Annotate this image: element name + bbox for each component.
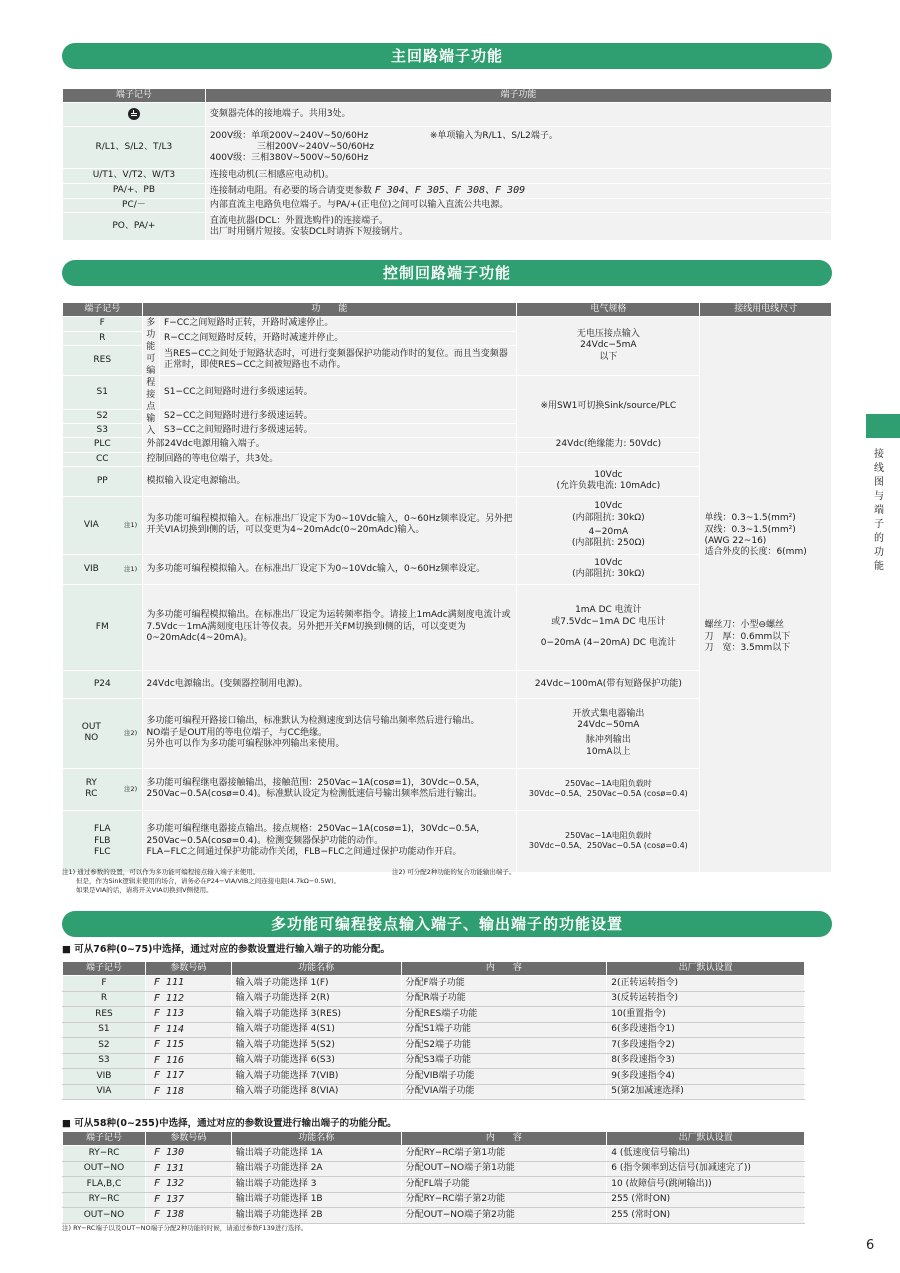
key-p24: P24: [63, 670, 143, 698]
key-po: PO、PA/+: [63, 213, 206, 241]
input-cell-content: 分配RES端子功能: [401, 1007, 607, 1023]
output-cell-param: F 137: [145, 1192, 231, 1208]
output-row: [63, 1161, 805, 1177]
input-cell-terminal: VIB: [63, 1069, 146, 1085]
input-cell-default: 10(重置指令): [607, 1007, 805, 1023]
input-cell-name: 输入端子功能选择 5(S2): [231, 1038, 401, 1054]
in-h-content: 内 容: [401, 962, 607, 976]
output-cell-content: 分配RY−RC端子第2功能: [401, 1192, 607, 1208]
func-s2: S2−CC之间短路时进行多级速运转。: [160, 409, 517, 423]
ground-icon: [128, 108, 140, 120]
wire-a1: 单线：0.3~1.5(mm²): [704, 513, 796, 524]
input-cell-terminal: S1: [63, 1022, 146, 1038]
ctl-header-spec: 电气规格: [517, 303, 700, 317]
output-cell-name: 输出端子功能选择 1A: [231, 1146, 401, 1162]
in-h-param: 参数号码: [145, 962, 231, 976]
input-cell-content: 分配VIA端子功能: [401, 1084, 607, 1100]
key-via: VIA: [63, 496, 120, 554]
func-fl: 多功能可编程继电器接点输出。接点规格：250Vac−1A(cosø=1)，30Vdc−0.5A，250Vac−0.5A(cosø=0.4)。检测变频器保护功能的动作。 FLA−FLC之间通过保护功能动作关闭，FLB−FLC之间通过保护功能动作开启。: [142, 810, 517, 872]
func-via: 为多功能可编程模拟输入。在标准出厂设定下为0~10Vdc输入，0~60Hz频率设定。另外把开关VIA切换到Ⅰ侧的话，可以变更为4~20mAdc(0~20mAdc)输入。: [142, 496, 517, 554]
func-s1: S1−CC之间短路时进行多级速运转。: [160, 375, 517, 409]
input-cell-content: 分配F端子功能: [401, 976, 607, 992]
output-heading: ■ 可从58种(0~255)中选择，通过对应的参数设置进行输出端子的功能分配。: [62, 1118, 397, 1129]
ctl-header-terminal: 端子记号: [63, 303, 143, 317]
spec-out-2: 脉冲列输出 10mA以上: [585, 735, 631, 757]
output-cell-default: 255 (常时ON): [607, 1208, 805, 1224]
input-row: [63, 991, 805, 1007]
spec-plc: 24Vdc(绝缘能力: 50Vdc): [517, 438, 700, 452]
input-cell-terminal: S3: [63, 1053, 146, 1069]
input-row: [63, 976, 805, 992]
output-cell-terminal: RY−RC: [63, 1192, 146, 1208]
spec-out-1: 开放式集电器输出 24Vdc−50mA: [572, 708, 645, 730]
note-1-line-2: 但是，作为Sink逻辑来使用的场合，请务必在P24−VIA/VIB之间连接电阻(4.7kΩ−0.5W)。: [76, 876, 341, 885]
input-cell-param: F 112: [145, 991, 231, 1007]
output-cell-default: 4 (低速度信号输出): [607, 1146, 805, 1162]
key-plc: PLC: [63, 438, 143, 452]
func-r: R−CC之间短路时反转，开路时减速并停止。: [160, 331, 517, 345]
input-row: [63, 1069, 805, 1085]
func-s3: S3−CC之间短路时进行多级速运转。: [160, 424, 517, 438]
ctl-header-wire: 接线用电线尺寸: [700, 303, 832, 317]
func-out: 多功能可编程开路接口输出，标准默认为检测速度到达信号输出频率然后进行输出。 NO端子是OUT用的等电位端子，与CC绝缘。 另外也可以作为多功能可编程脉冲列输出来使用。: [142, 698, 517, 768]
input-cell-name: 输入端子功能选择 8(VIA): [231, 1084, 401, 1100]
header-function: 端子功能: [205, 89, 831, 103]
input-cell-param: F 117: [145, 1069, 231, 1085]
input-cell-content: 分配S1端子功能: [401, 1022, 607, 1038]
note-1-line-3: 如果是VIA的话，请将开关VIA切换到Ⅴ侧使用。: [76, 885, 213, 894]
control-circuit-table: [62, 302, 832, 873]
power-line-2: 三相200V~240V~50/60Hz: [256, 142, 374, 153]
key-pp: PP: [63, 466, 143, 496]
wire-a3: (AWG 22~16): [704, 535, 767, 546]
spec-via-1: 10Vdc (内部阻抗: 30kΩ): [572, 501, 645, 523]
spec-p24: 24Vdc−100mA(带有短路保护功能): [517, 670, 700, 698]
output-note: 注) RY−RC端子以及OUT−NO端子分配2种功能的时候，请通过参数F139进行选择。: [62, 1224, 308, 1232]
page-number: 6: [866, 1238, 875, 1253]
input-cell-default: 5(第2加减速选择): [607, 1084, 805, 1100]
po-line-2: 出厂时用钢片短接。安装DCL时请拆下短接钢片。: [209, 226, 409, 237]
side-tab-marker: [866, 414, 900, 438]
input-cell-param: F 115: [145, 1038, 231, 1054]
output-cell-terminal: RY−RC: [63, 1146, 146, 1162]
key-fl: FLA FLB FLC: [63, 810, 143, 872]
input-cell-param: F 114: [145, 1022, 231, 1038]
key-cc: CC: [63, 452, 143, 466]
papb-params: F 304、F 305、F 308、F 309: [374, 184, 526, 196]
out-h-param: 参数号码: [145, 1132, 231, 1146]
output-cell-default: 255 (常时ON): [607, 1192, 805, 1208]
key-vib: VIB: [63, 554, 120, 584]
power-line-1: 200V级：单项200V~240V~50/60Hz: [209, 130, 369, 141]
multi-function-title: 多功能可编程接点输入端子、输出端子的功能设置: [62, 911, 832, 937]
out-h-default: 出厂默认设置: [607, 1132, 805, 1146]
input-cell-content: 分配S3端子功能: [401, 1053, 607, 1069]
func-pp: 模拟输入设定电源输出。: [142, 466, 517, 496]
note-vib: 注1): [120, 554, 142, 584]
func-vib: 为多功能可编程模拟输入。在标准出厂设定下为0~10Vdc输入，0~60Hz频率设定。: [142, 554, 517, 584]
main-circuit-table: [62, 88, 832, 241]
note-2: 注2) 可分配2种功能的复合功能输出端子。: [392, 868, 516, 876]
control-notes-left: [62, 868, 340, 894]
spec-ry: 250Vac−1A电阻负载时 30Vdc−0.5A、250Vac−0.5A (cosø=0.4): [517, 768, 700, 810]
key-uvw: U/T1、V/T2、W/T3: [63, 169, 206, 183]
key-f: F: [63, 317, 143, 331]
output-cell-content: 分配OUT−NO端子第2功能: [401, 1208, 607, 1224]
input-cell-terminal: S2: [63, 1038, 146, 1054]
spec-sw1: ※用SW1可切换Sink/source/PLC: [517, 375, 700, 438]
key-out: OUT NO: [63, 698, 120, 768]
key-s3: S3: [63, 424, 143, 438]
func-ry: 多功能可编程继电器接触输出，接触范围：250Vac−1A(cosø=1)，30Vdc−0.5A，250Vac−0.5A(cosø=0.4)。标准默认设定为检测低速信号输出频率然后进行输出。: [142, 768, 517, 810]
func-cc: 控制回路的等电位端子，共3处。: [142, 452, 517, 466]
output-cell-name: 输出端子功能选择 1B: [231, 1192, 401, 1208]
input-cell-terminal: F: [63, 976, 146, 992]
key-papb: PA/+、PB: [63, 183, 206, 199]
pc-desc: 内部直流主电路负电位端子。与PA/+(正电位)之间可以输入直流公共电源。: [205, 199, 831, 213]
spec-vib: 10Vdc (内部阻抗: 30kΩ): [517, 554, 700, 584]
input-cell-name: 输入端子功能选择 1(F): [231, 976, 401, 992]
output-cell-default: 10 (故障信号(跳闸输出)): [607, 1177, 805, 1193]
main-circuit-title: 主回路端子功能: [62, 43, 832, 69]
input-cell-name: 输入端子功能选择 7(VIB): [231, 1069, 401, 1085]
output-cell-param: F 131: [145, 1161, 231, 1177]
output-cell-content: 分配FL端子功能: [401, 1177, 607, 1193]
power-aside: ※单项输入为R/L1、S/L2端子。: [429, 130, 558, 141]
ctl-header-function: 功 能: [142, 303, 517, 317]
uvw-desc: 连接电动机(三相感应电动机)。: [205, 169, 831, 183]
key-fm: FM: [63, 584, 143, 670]
out-h-name: 功能名称: [231, 1132, 401, 1146]
input-cell-default: 7(多段速指令2): [607, 1038, 805, 1054]
ground-desc: 变频器壳体的接地端子。共用3处。: [205, 103, 831, 127]
output-table: [62, 1131, 805, 1224]
spec-fm-1: 1mA DC 电流计 或7.5Vdc−1mA DC 电压计: [551, 605, 666, 627]
po-line-1: 直流电抗器(DCL：外置选购件)的连接端子。: [209, 215, 389, 226]
note-ry: 注2): [120, 768, 142, 810]
output-row: [63, 1192, 805, 1208]
note-out: 注2): [120, 698, 142, 768]
output-cell-content: 分配RY−RC端子第1功能: [401, 1146, 607, 1162]
out-h-terminal: 端子记号: [63, 1132, 146, 1146]
out-h-content: 内 容: [401, 1132, 607, 1146]
input-table: [62, 961, 805, 1100]
input-cell-param: F 116: [145, 1053, 231, 1069]
input-row: [63, 1038, 805, 1054]
func-p24: 24Vdc电源输出。(变频器控制用电源)。: [142, 670, 517, 698]
key-ry: RY RC: [63, 768, 120, 810]
output-cell-name: 输出端子功能选择 2A: [231, 1161, 401, 1177]
input-cell-param: F 113: [145, 1007, 231, 1023]
wire-b3: 刀 宽：3.5mm以下: [704, 642, 791, 653]
spec-fm-2: 0−20mA (4−20mA) DC 电流计: [540, 637, 676, 648]
input-cell-name: 输入端子功能选择 3(RES): [231, 1007, 401, 1023]
func-res: 当RES−CC之间处于短路状态时，可进行变频器保护功能动作时的复位。而且当变频器正常时，即使RES−CC之间被短路也不动作。: [160, 345, 517, 375]
input-row: [63, 1084, 805, 1100]
output-cell-name: 输出端子功能选择 3: [231, 1177, 401, 1193]
spec-fl: 250Vac−1A电阻负载时 30Vdc−0.5A、250Vac−0.5A (cosø=0.4): [517, 810, 700, 872]
output-cell-param: F 138: [145, 1208, 231, 1224]
input-cell-name: 输入端子功能选择 4(S1): [231, 1022, 401, 1038]
papb-desc: 连接制动电阻。有必要的场合请变更参数: [209, 185, 372, 196]
input-cell-default: 8(多段速指令3): [607, 1053, 805, 1069]
side-tab-label: 接线图与端子的功能: [874, 449, 884, 572]
func-fm: 为多功能可编程模拟输出。在标准出厂设定为运转频率指令。请接上1mAdc满刻度电流计或7.5Vdc－1mA满刻度电压计等仪表。另外把开关FM切换到Ⅰ侧的话，可以变更为0~20mAdc(4~20mA)。: [142, 584, 517, 670]
func-f: F−CC之间短路时正转，开路时减速停止。: [160, 317, 517, 331]
spec-contactless: 无电压接点输入 24Vdc−5mA 以下: [517, 317, 700, 376]
control-circuit-title: 控制回路端子功能: [62, 260, 832, 286]
output-row: [63, 1177, 805, 1193]
wire-b1: 螺丝刀：小型⊖螺丝: [704, 620, 784, 631]
spec-pp: 10Vdc (允许负载电流: 10mAdc): [517, 466, 700, 496]
key-s2: S2: [63, 409, 143, 423]
output-cell-terminal: OUT−NO: [63, 1161, 146, 1177]
input-cell-name: 输入端子功能选择 6(S3): [231, 1053, 401, 1069]
in-h-default: 出厂默认设置: [607, 962, 805, 976]
input-row: [63, 1022, 805, 1038]
output-cell-default: 6 (指令频率到达信号(加减速完了)): [607, 1161, 805, 1177]
key-r: R: [63, 331, 143, 345]
in-h-terminal: 端子记号: [63, 962, 146, 976]
input-cell-content: 分配R端子功能: [401, 991, 607, 1007]
func-plc: 外部24Vdc电源用输入端子。: [142, 438, 517, 452]
power-line-3: 400V级：三相380V~500V~50/60Hz: [209, 153, 369, 164]
input-cell-terminal: R: [63, 991, 146, 1007]
note-1-line-1: 注1) 通过参数的设置，可以作为多功能可编程接点输入端子来使用。: [62, 868, 260, 876]
note-via: 注1): [120, 496, 142, 554]
input-row: [63, 1007, 805, 1023]
key-rst: R/L1、S/L2、T/L3: [63, 127, 206, 169]
in-h-name: 功能名称: [231, 962, 401, 976]
output-cell-terminal: FLA,B,C: [63, 1177, 146, 1193]
input-cell-param: F 111: [145, 976, 231, 992]
output-cell-content: 分配OUT−NO端子第1功能: [401, 1161, 607, 1177]
input-cell-content: 分配S2端子功能: [401, 1038, 607, 1054]
input-cell-default: 6(多段速指令1): [607, 1022, 805, 1038]
key-s1: S1: [63, 375, 143, 409]
group-label: 多功能可编程接点输入: [146, 318, 156, 437]
input-row: [63, 1053, 805, 1069]
output-row: [63, 1146, 805, 1162]
input-cell-terminal: VIA: [63, 1084, 146, 1100]
spec-via-2: 4−20mA (内部阻抗: 250Ω): [571, 526, 645, 548]
wire-b2: 刀 厚：0.6mm以下: [704, 631, 791, 642]
output-row: [63, 1208, 805, 1224]
input-cell-param: F 118: [145, 1084, 231, 1100]
output-cell-name: 输出端子功能选择 2B: [231, 1208, 401, 1224]
key-res: RES: [63, 345, 143, 375]
input-cell-name: 输入端子功能选择 2(R): [231, 991, 401, 1007]
input-cell-terminal: RES: [63, 1007, 146, 1023]
input-cell-default: 9(多段速指令4): [607, 1069, 805, 1085]
input-cell-default: 2(正转运转指令): [607, 976, 805, 992]
wire-a4: 适合外皮的长度：6(mm): [704, 547, 807, 557]
output-cell-param: F 130: [145, 1146, 231, 1162]
key-pc: PC/－: [63, 199, 206, 213]
wire-a2: 双线：0.3~1.5(mm²): [704, 524, 796, 535]
output-cell-param: F 132: [145, 1177, 231, 1193]
header-terminal: 端子记号: [63, 89, 206, 103]
input-heading: ■ 可从76种(0~75)中选择，通过对应的参数设置进行输入端子的功能分配。: [62, 944, 390, 955]
output-cell-terminal: OUT−NO: [63, 1208, 146, 1224]
input-cell-default: 3(反转运转指令): [607, 991, 805, 1007]
input-cell-content: 分配VIB端子功能: [401, 1069, 607, 1085]
